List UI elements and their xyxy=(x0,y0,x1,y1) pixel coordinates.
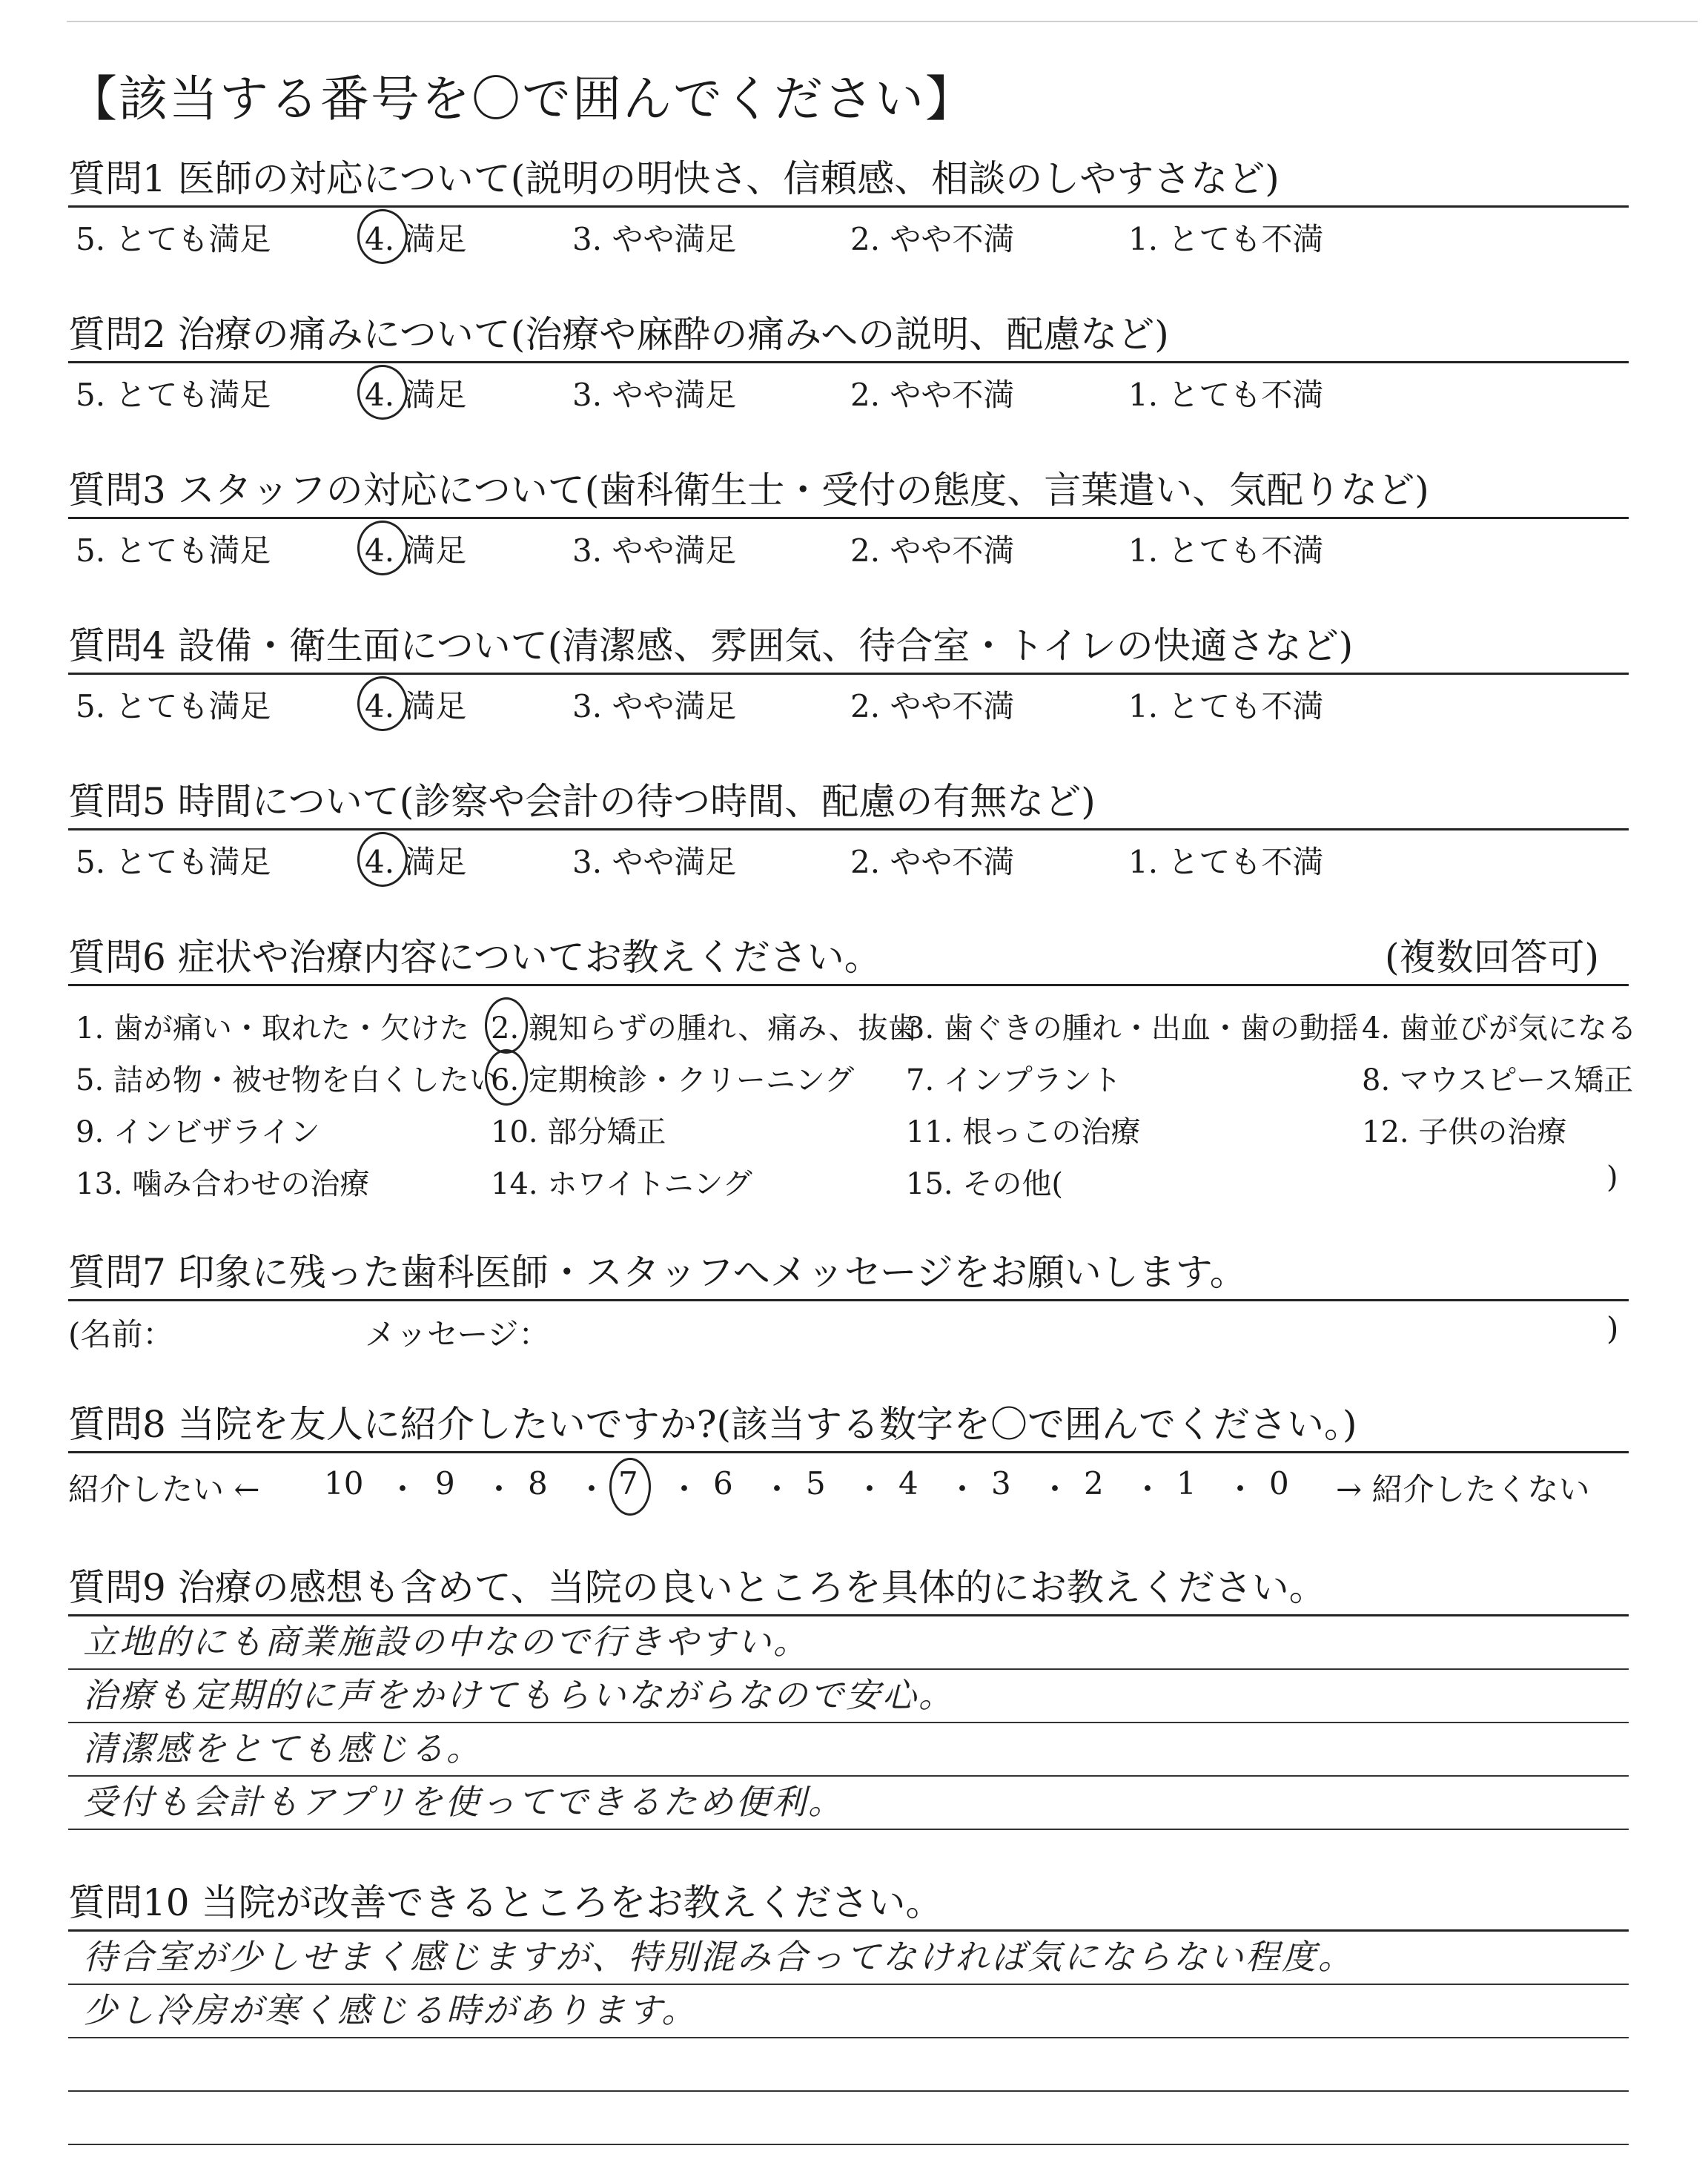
symptom-option[interactable]: 7. インプラント xyxy=(906,1063,1122,1097)
option-5[interactable]: 5. とても満足 xyxy=(76,221,271,257)
message-close-paren: ) xyxy=(1606,1310,1619,1347)
scale-dot: ・ xyxy=(947,1471,979,1507)
question-9 xyxy=(68,1561,1629,1830)
question-5 xyxy=(68,775,1629,878)
option-1[interactable]: 1. とても不満 xyxy=(1128,688,1324,724)
scale-dot: ・ xyxy=(1039,1471,1071,1507)
multiple-answers-note: (複数回答可) xyxy=(1384,936,1599,979)
answer-line xyxy=(68,1932,1629,1985)
symptom-option[interactable]: 9. インビザライン xyxy=(76,1115,320,1149)
option-3[interactable]: 3. やや満足 xyxy=(572,688,737,724)
scale-value[interactable]: 9 xyxy=(435,1465,455,1502)
question-title: 質問9 治療の感想も含めて、当院の良いところを具体的にお教えください。 xyxy=(68,1566,1326,1609)
scale-value[interactable]: 8 xyxy=(528,1465,548,1502)
symptom-option-other[interactable]: 15. その他( xyxy=(906,1167,1063,1201)
question-1 xyxy=(68,152,1629,255)
question-title: 質問7 印象に残った歯科医師・スタッフへメッセージをお願いします。 xyxy=(68,1251,1247,1294)
option-2[interactable]: 2. やや不満 xyxy=(850,221,1015,257)
handwritten-answer: 少し冷房が寒く感じる時があります。 xyxy=(83,1990,698,2030)
symptom-option[interactable]: 5. 詰め物・被せ物を白くしたい xyxy=(76,1063,499,1097)
question-title: 質問1 医師の対応について(説明の明快さ、信頼感、相談のしやすさなど) xyxy=(68,157,1280,200)
scale-value[interactable]: 2 xyxy=(1084,1465,1104,1502)
symptom-option[interactable]: 11. 根っこの治療 xyxy=(906,1115,1141,1149)
symptom-option[interactable]: 12. 子供の治療 xyxy=(1362,1115,1567,1149)
scale-dot: ・ xyxy=(387,1471,419,1507)
page-top-rule xyxy=(67,21,1698,22)
symptom-option[interactable]: 14. ホワイトニング xyxy=(491,1167,752,1201)
answer-line xyxy=(68,1723,1629,1777)
question-title: 質問10 当院が改善できるところをお教えください。 xyxy=(68,1881,943,1924)
selection-circle xyxy=(485,997,528,1054)
rating-options xyxy=(68,519,1629,567)
scale-dot: ・ xyxy=(854,1471,886,1507)
option-4-selected[interactable]: 4. 満足 xyxy=(365,682,466,727)
scale-right-label: → 紹介したくない xyxy=(1336,1471,1590,1507)
option-3[interactable]: 3. やや満足 xyxy=(572,532,737,569)
rating-options xyxy=(68,208,1629,255)
scale-value[interactable]: 4 xyxy=(898,1465,918,1502)
scale-dot: ・ xyxy=(669,1471,701,1507)
option-2[interactable]: 2. やや不満 xyxy=(850,532,1015,569)
question-3 xyxy=(68,463,1629,567)
selection-circle xyxy=(357,521,408,575)
option-5[interactable]: 5. とても満足 xyxy=(76,532,271,569)
answer-lines[interactable] xyxy=(68,1616,1629,1830)
symptom-option-selected[interactable]: 6. 定期検診・クリーニング xyxy=(491,1057,854,1099)
message-field[interactable] xyxy=(68,1301,1629,1353)
other-close-paren: ) xyxy=(1606,1160,1618,1195)
selection-circle xyxy=(357,832,408,887)
question-6 xyxy=(68,931,1637,1201)
symptom-option[interactable]: 3. 歯ぐきの腫れ・出血・歯の動揺 xyxy=(906,1011,1359,1046)
scale-value[interactable]: 10 xyxy=(324,1465,364,1502)
question-title: 質問3 スタッフの対応について(歯科衛生士・受付の態度、言葉遣い、気配りなど) xyxy=(68,469,1429,512)
answer-lines[interactable] xyxy=(68,1932,1629,2145)
handwritten-answer: 立地的にも商業施設の中なので行きやすい。 xyxy=(83,1622,810,1662)
symptom-option[interactable]: 1. 歯が痛い・取れた・欠けた xyxy=(76,1011,469,1046)
question-title: 質問5 時間について(診察や会計の待つ時間、配慮の有無など) xyxy=(68,780,1096,823)
answer-line xyxy=(68,2038,1629,2092)
rating-options xyxy=(68,830,1629,878)
scale-value[interactable]: 0 xyxy=(1269,1465,1289,1502)
option-4-selected[interactable]: 4. 満足 xyxy=(365,526,466,571)
option-1[interactable]: 1. とても不満 xyxy=(1128,532,1324,569)
question-8 xyxy=(68,1398,1629,1513)
name-label: (名前： xyxy=(68,1316,174,1353)
form-title: 【該当する番号を〇で囲んでください】 xyxy=(68,70,976,128)
scale-value[interactable]: 5 xyxy=(806,1465,826,1502)
answer-line xyxy=(68,1777,1629,1830)
option-2[interactable]: 2. やや不満 xyxy=(850,377,1015,413)
question-title: 質問2 治療の痛みについて(治療や麻酔の痛みへの説明、配慮など) xyxy=(68,313,1169,356)
question-title: 質問4 設備・衛生面について(清潔感、雰囲気、待合室・トイレの快適さなど) xyxy=(68,624,1354,667)
rating-options xyxy=(68,363,1629,411)
handwritten-answer: 治療も定期的に声をかけてもらいながらなので安心。 xyxy=(83,1675,955,1715)
recommendation-scale xyxy=(68,1453,1629,1513)
option-1[interactable]: 1. とても不満 xyxy=(1128,377,1324,413)
symptom-options xyxy=(68,986,1637,1201)
option-2[interactable]: 2. やや不満 xyxy=(850,688,1015,724)
symptom-option[interactable]: 13. 噛み合わせの治療 xyxy=(76,1167,370,1201)
selection-circle xyxy=(357,209,408,264)
scale-dot: ・ xyxy=(1225,1471,1257,1507)
option-3[interactable]: 3. やや満足 xyxy=(572,377,737,413)
scale-dot: ・ xyxy=(761,1471,793,1507)
scale-value[interactable]: 6 xyxy=(713,1465,733,1502)
option-1[interactable]: 1. とても不満 xyxy=(1128,221,1324,257)
symptom-option[interactable]: 10. 部分矯正 xyxy=(491,1115,666,1149)
option-5[interactable]: 5. とても満足 xyxy=(76,688,271,724)
option-3[interactable]: 3. やや満足 xyxy=(572,844,737,880)
handwritten-answer: 受付も会計もアプリを使ってできるため便利。 xyxy=(83,1782,845,1822)
option-4-selected[interactable]: 4. 満足 xyxy=(365,371,466,415)
handwritten-answer: 待合室が少しせまく感じますが、特別混み合ってなければ気にならない程度。 xyxy=(83,1937,1354,1977)
answer-line xyxy=(68,1616,1629,1670)
answer-line xyxy=(68,2092,1629,2145)
option-5[interactable]: 5. とても満足 xyxy=(76,844,271,880)
question-4 xyxy=(68,619,1629,722)
question-title: 質問8 当院を友人に紹介したいですか?(該当する数字を〇で囲んでください。) xyxy=(68,1403,1357,1446)
question-2 xyxy=(68,308,1629,411)
option-4-selected[interactable]: 4. 満足 xyxy=(365,215,466,260)
message-label: メッセージ： xyxy=(365,1316,550,1353)
option-2[interactable]: 2. やや不満 xyxy=(850,844,1015,880)
selection-circle xyxy=(357,676,408,731)
question-10 xyxy=(68,1876,1629,2145)
handwritten-answer: 清潔感をとても感じる。 xyxy=(83,1728,483,1768)
answer-line xyxy=(68,1670,1629,1723)
selection-circle xyxy=(485,1049,528,1106)
option-3[interactable]: 3. やや満足 xyxy=(572,221,737,257)
rating-options xyxy=(68,675,1629,722)
scale-dot: ・ xyxy=(1132,1471,1164,1507)
symptom-option[interactable]: 8. マウスピース矯正 xyxy=(1362,1063,1634,1097)
question-7 xyxy=(68,1246,1629,1353)
option-4-selected[interactable]: 4. 満足 xyxy=(365,838,466,882)
scale-value[interactable]: 1 xyxy=(1176,1465,1196,1502)
scale-dot: ・ xyxy=(483,1471,515,1507)
symptom-option[interactable]: 4. 歯並びが気になる xyxy=(1362,1011,1637,1046)
symptom-option-selected[interactable]: 2. 親知らずの腫れ、痛み、抜歯 xyxy=(491,1005,918,1047)
question-title: 質問6 症状や治療内容についてお教えください。 (複数回答可) xyxy=(68,931,1629,984)
scale-value[interactable]: 3 xyxy=(991,1465,1011,1502)
answer-line xyxy=(68,1985,1629,2038)
option-5[interactable]: 5. とても満足 xyxy=(76,377,271,413)
selection-circle xyxy=(357,365,408,420)
scale-dot: ・ xyxy=(576,1471,608,1507)
scale-left-label: 紹介したい ← xyxy=(68,1471,260,1507)
option-1[interactable]: 1. とても不満 xyxy=(1128,844,1324,880)
scale-value-selected[interactable]: 7 xyxy=(618,1465,638,1502)
